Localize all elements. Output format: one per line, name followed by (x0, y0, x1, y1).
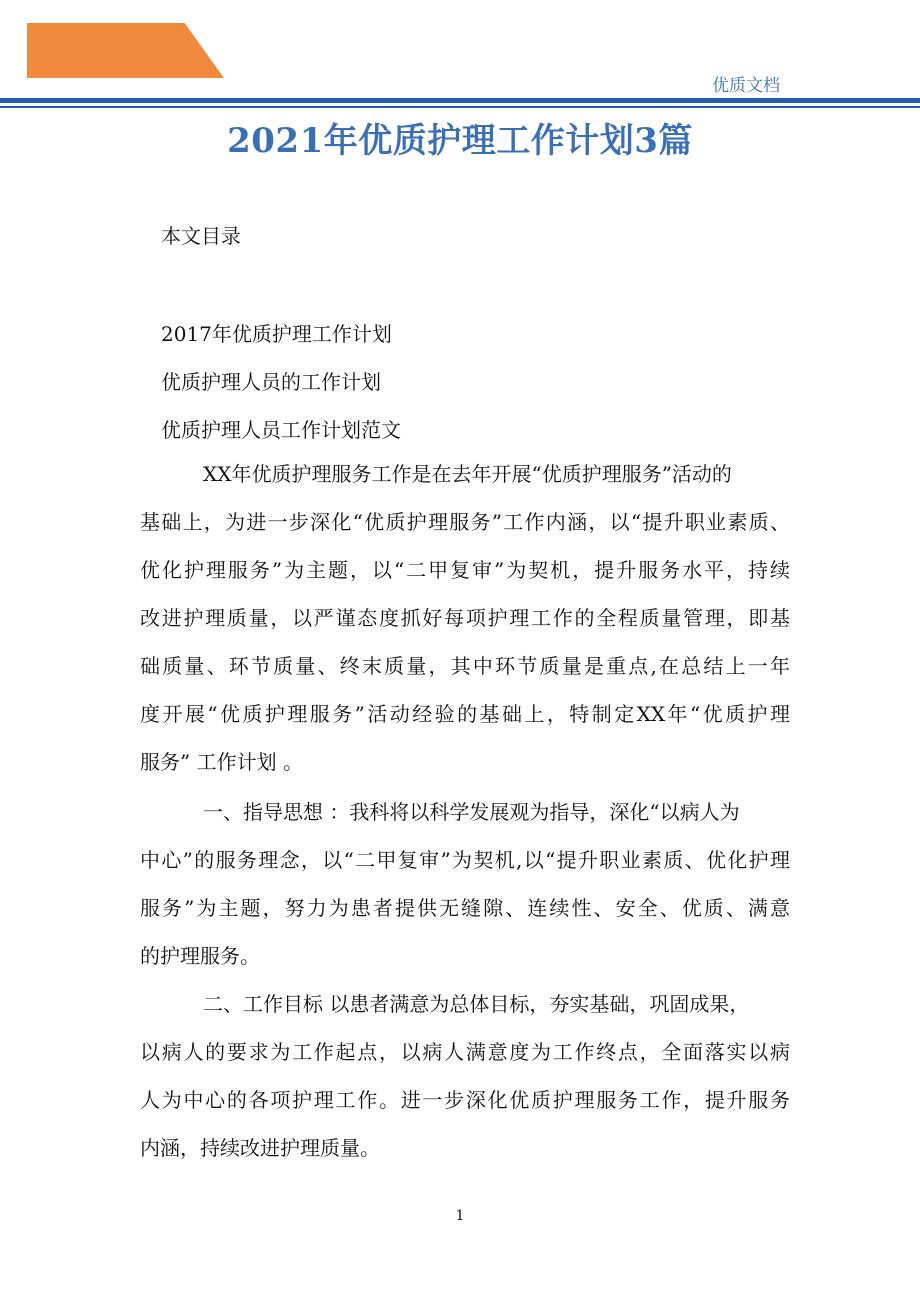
paragraph-line: XX年优质护理服务工作是在去年开展“优质护理服务”活动的 (203, 462, 732, 486)
paragraph-line: 以病人的要求为工作起点，以病人满意度为工作终点，全面落实以病 (140, 1040, 790, 1064)
header-rule-thin (0, 106, 920, 108)
paragraph-line: 人为中心的各项护理工作。进一步深化优质护理服务工作，提升服务 (140, 1088, 790, 1112)
paragraph-line: 基础上，为进一步深化“优质护理服务”工作内涵，以“提升职业素质、 (140, 510, 790, 534)
paragraph-line: 内涵，持续改进护理质量。 (140, 1136, 380, 1160)
paragraph-line: 服务” 工作计划 。 (140, 750, 303, 774)
paragraph-line: 度开展“优质护理服务”活动经验的基础上，特制定XX年“优质护理 (140, 702, 790, 726)
paragraph-intro (140, 450, 790, 786)
paragraph-work-goals (140, 980, 790, 1172)
page-number: 1 (455, 1208, 465, 1224)
header-rule-thick (0, 98, 920, 103)
paragraph-line: 一、指导思想 ：我科将以科学发展观为指导，深化“以病人为 (203, 800, 740, 824)
toc-item: 优质护理人员的工作计划 (161, 370, 381, 394)
paragraph-guiding-ideology (140, 788, 790, 980)
header-orange-tab (27, 23, 224, 78)
toc-item: 2017年优质护理工作计划 (161, 322, 392, 346)
paragraph-line: 的护理服务。 (140, 944, 260, 968)
paragraph-line: 二、工作目标 以患者满意为总体目标，夯实基础，巩固成果， (203, 992, 750, 1016)
document-title: 2021年优质护理工作计划3篇 (227, 121, 693, 161)
paragraph-line: 中心”的服务理念，以“二甲复审”为契机,以“提升职业素质、优化护理 (140, 848, 790, 872)
paragraph-line: 础质量、环节质量、终末质量，其中环节质量是重点,在总结上一年 (140, 654, 790, 678)
toc-item: 优质护理人员工作计划范文 (161, 418, 401, 442)
paragraph-line: 改进护理质量，以严谨态度抓好每项护理工作的全程质量管理，即基 (140, 606, 790, 630)
toc-heading: 本文目录 (161, 224, 241, 248)
paragraph-line: 服务”为主题，努力为患者提供无缝隙、连续性、安全、优质、满意 (140, 896, 790, 920)
header-label: 优质文档 (712, 76, 780, 96)
paragraph-line: 优化护理服务”为主题，以“二甲复审”为契机，提升服务水平，持续 (140, 558, 790, 582)
